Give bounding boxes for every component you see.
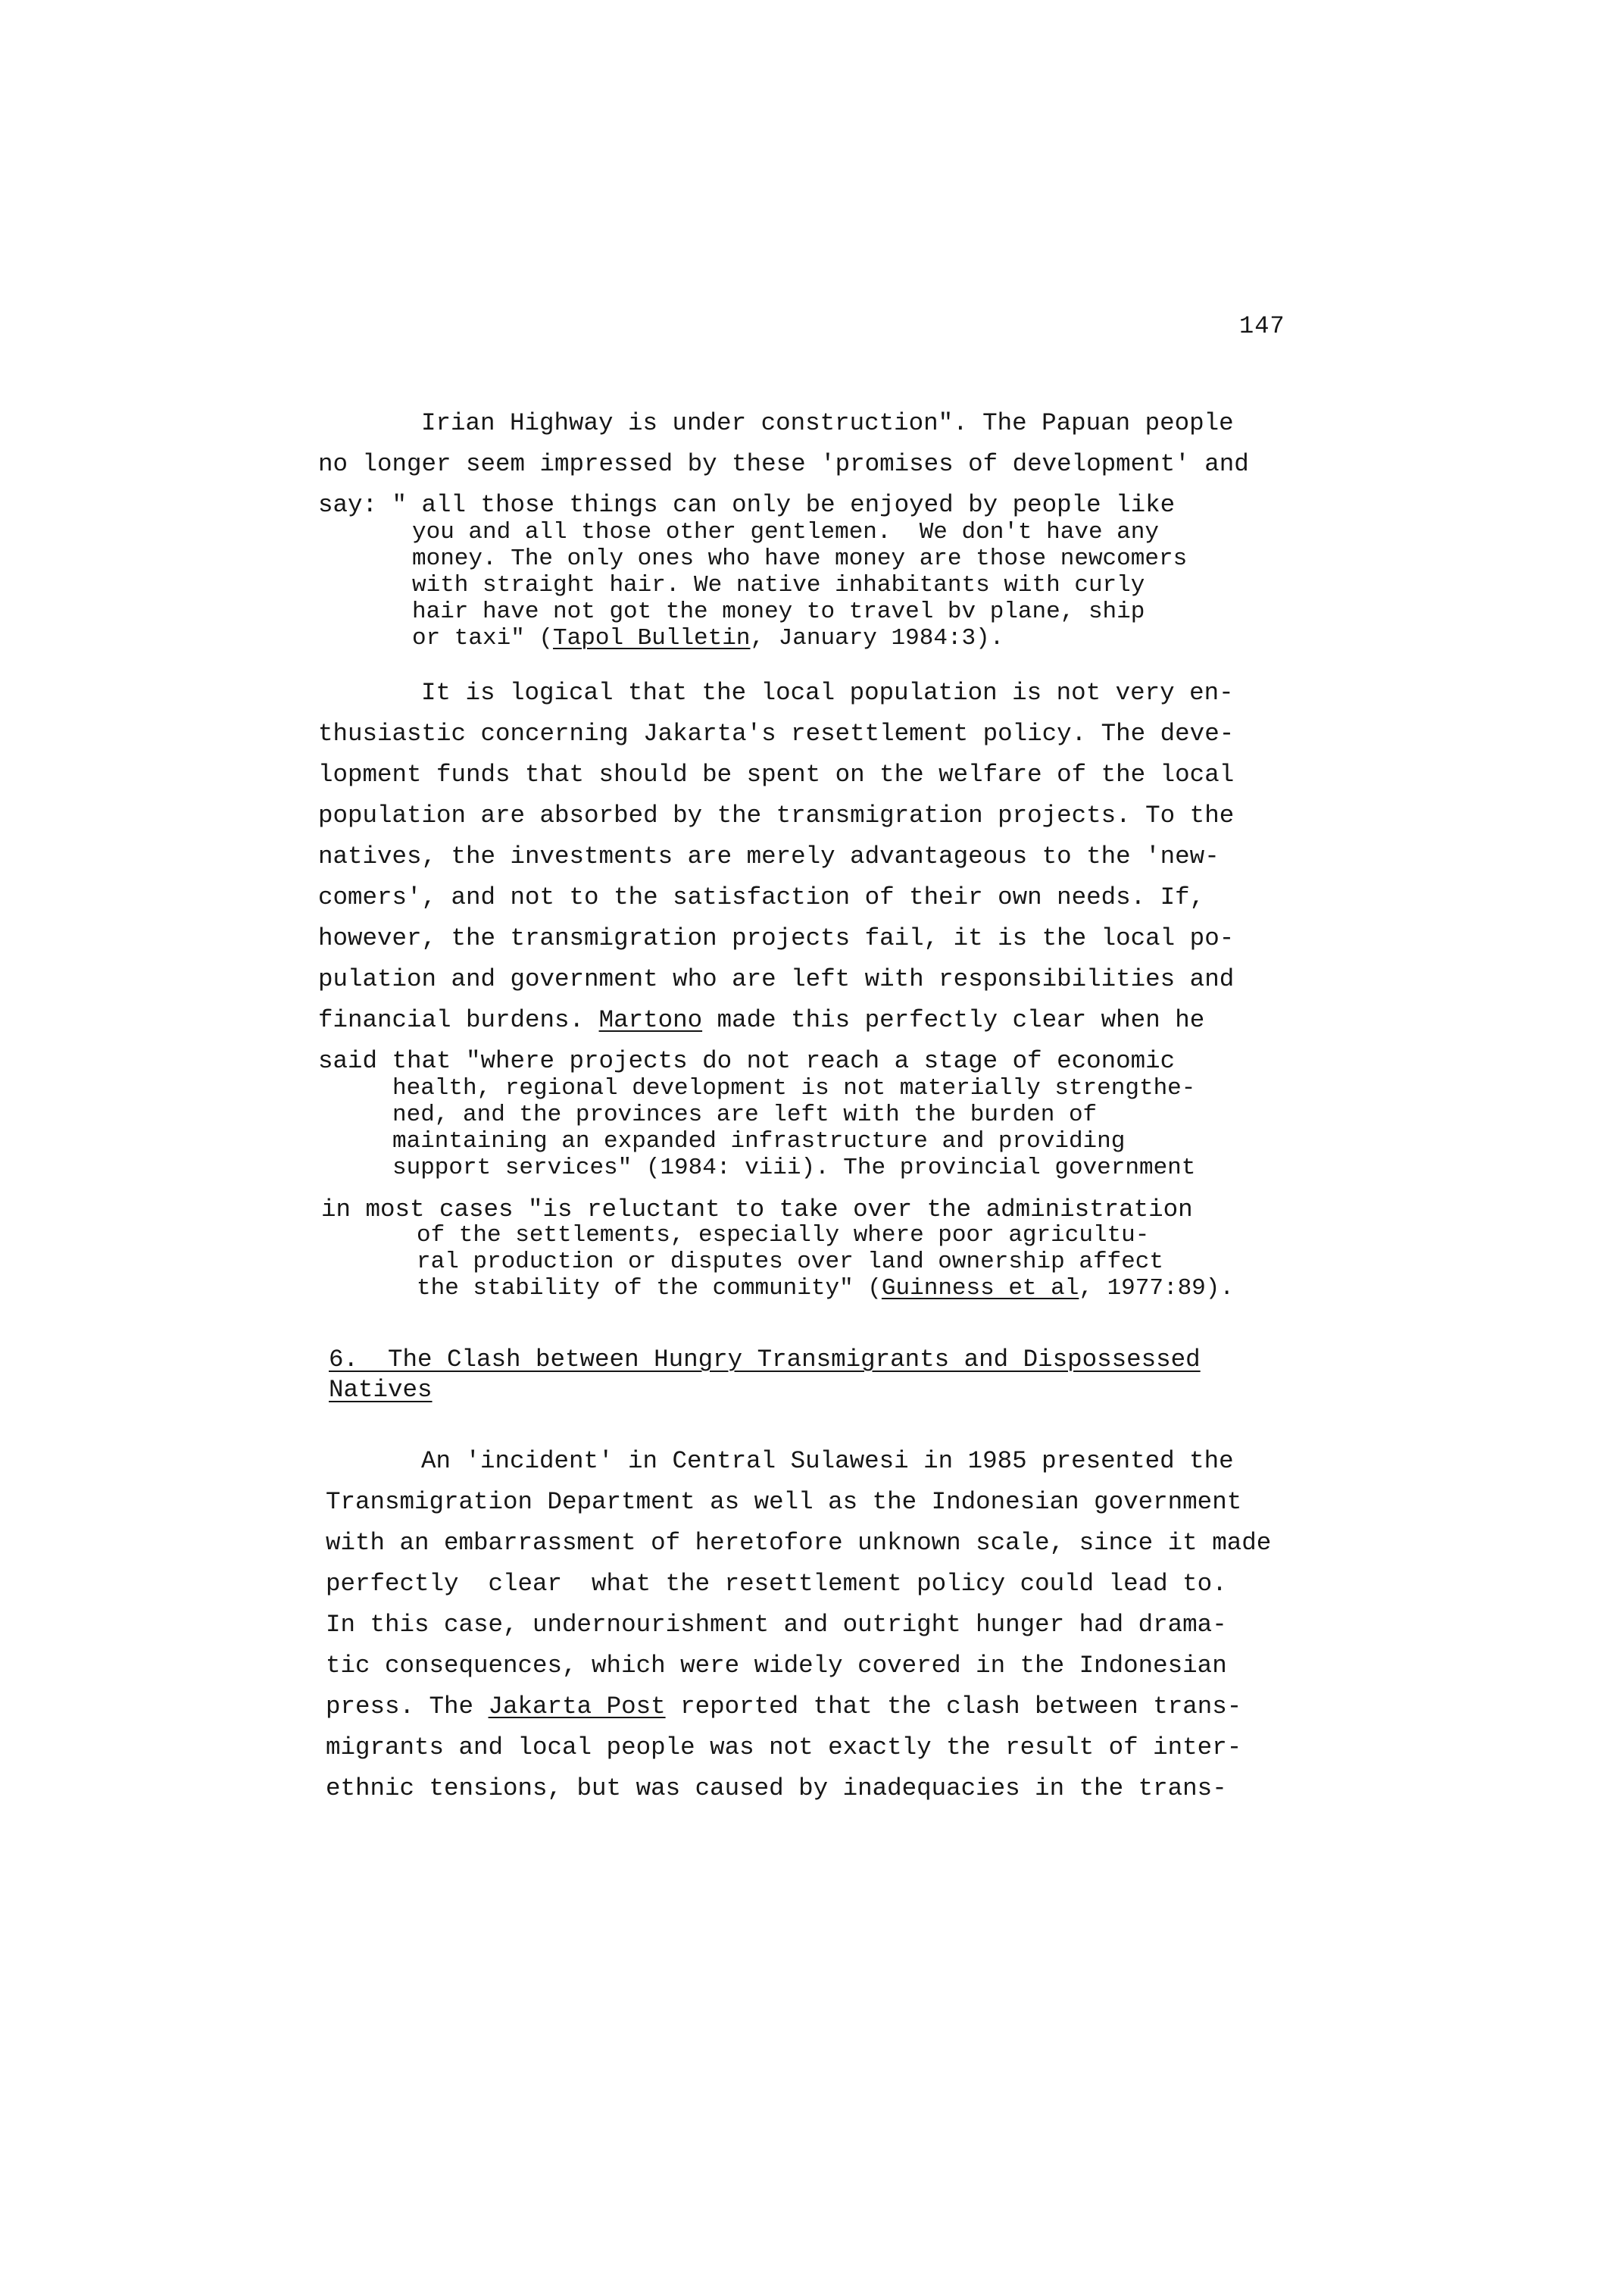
quote-line: ral production or disputes over land ownership affect (417, 1249, 1163, 1275)
text-line: It is logical that the local population is not very en- (421, 679, 1234, 707)
page-number: 147 (1239, 312, 1285, 340)
quote-line: ned, and the provinces are left with the burden of (392, 1102, 1098, 1128)
text-line: population are absorbed by the transmigration projects. To the (318, 802, 1235, 830)
text-line: perfectly clear what the resettlement policy could lead to. (326, 1570, 1227, 1598)
text-line: An 'incident' in Central Sulawesi in 1985 presented the (421, 1447, 1234, 1475)
author-name: Martono (598, 1006, 703, 1034)
quote-line: you and all those other gentlemen. We don't have any (412, 519, 1159, 545)
text-line: said that "where projects do not reach a stage of economic (318, 1047, 1176, 1075)
quote-line (417, 1276, 1234, 1302)
text-segment: financial burdens. (318, 1006, 599, 1034)
text-segment: or taxi" ( (412, 625, 554, 652)
section-heading: 6. The Clash between Hungry Transmigrants and Dispossessed (329, 1346, 1201, 1374)
text-line: say: " all those things can only be enjoyed by people like (318, 491, 1176, 519)
text-line: in most cases "is reluctant to take over the administration (321, 1196, 1193, 1224)
text-line (318, 1006, 1204, 1035)
newspaper-title: Jakarta Post (488, 1692, 666, 1721)
quote-line: with straight hair. We native inhabitants with curly (412, 572, 1145, 599)
text-segment: made this perfectly clear when he (702, 1006, 1205, 1034)
text-line: tic consequences, which were widely covered in the Indonesian (326, 1652, 1227, 1680)
quote-line: health, regional development is not materially strengthe- (392, 1075, 1196, 1102)
quote-line: money. The only ones who have money are those newcomers (412, 545, 1188, 572)
text-segment: press. The (326, 1692, 489, 1721)
text-line: In this case, undernourishment and outright hunger had drama- (326, 1611, 1227, 1639)
text-segment: , January 1984:3). (750, 625, 1004, 652)
text-line: no longer seem impressed by these 'promises of development' and (318, 450, 1249, 478)
quote-line: support services" (1984: viii). The provincial government (392, 1155, 1196, 1181)
citation-title: Tapol Bulletin (553, 625, 751, 652)
citation-author: Guinness et al (881, 1275, 1079, 1302)
text-line: Irian Highway is under construction". The Papuan people (421, 409, 1234, 437)
section-heading-continuation: Natives (329, 1376, 433, 1404)
text-line: comers', and not to the satisfaction of their own needs. If, (318, 883, 1205, 911)
quote-line: hair have not got the money to travel bv plane, ship (412, 599, 1145, 625)
text-line: lopment funds that should be spent on the welfare of the local (318, 761, 1235, 789)
text-line: thusiastic concerning Jakarta's resettlement policy. The deve- (318, 720, 1235, 748)
quote-line: of the settlements, especially where poor agricultu- (417, 1222, 1150, 1249)
text-line: pulation and government who are left with responsibilities and (318, 965, 1235, 993)
quote-line: maintaining an expanded infrastructure and providing (392, 1128, 1126, 1155)
text-line: ethnic tensions, but was caused by inadequacies in the trans- (326, 1774, 1227, 1802)
text-segment: , 1977:89). (1079, 1275, 1234, 1302)
text-line: with an embarrassment of heretofore unknown scale, since it made (326, 1529, 1272, 1557)
text-segment: the stability of the community" ( (417, 1275, 882, 1302)
text-line (326, 1692, 1241, 1721)
quote-line (412, 626, 1004, 652)
text-line: natives, the investments are merely advantageous to the 'new- (318, 842, 1220, 870)
text-line: Transmigration Department as well as the Indonesian government (326, 1488, 1242, 1516)
text-line: migrants and local people was not exactly the result of inter- (326, 1733, 1242, 1761)
text-segment: reported that the clash between trans- (665, 1692, 1242, 1721)
text-line: however, the transmigration projects fail, it is the local po- (318, 924, 1235, 952)
